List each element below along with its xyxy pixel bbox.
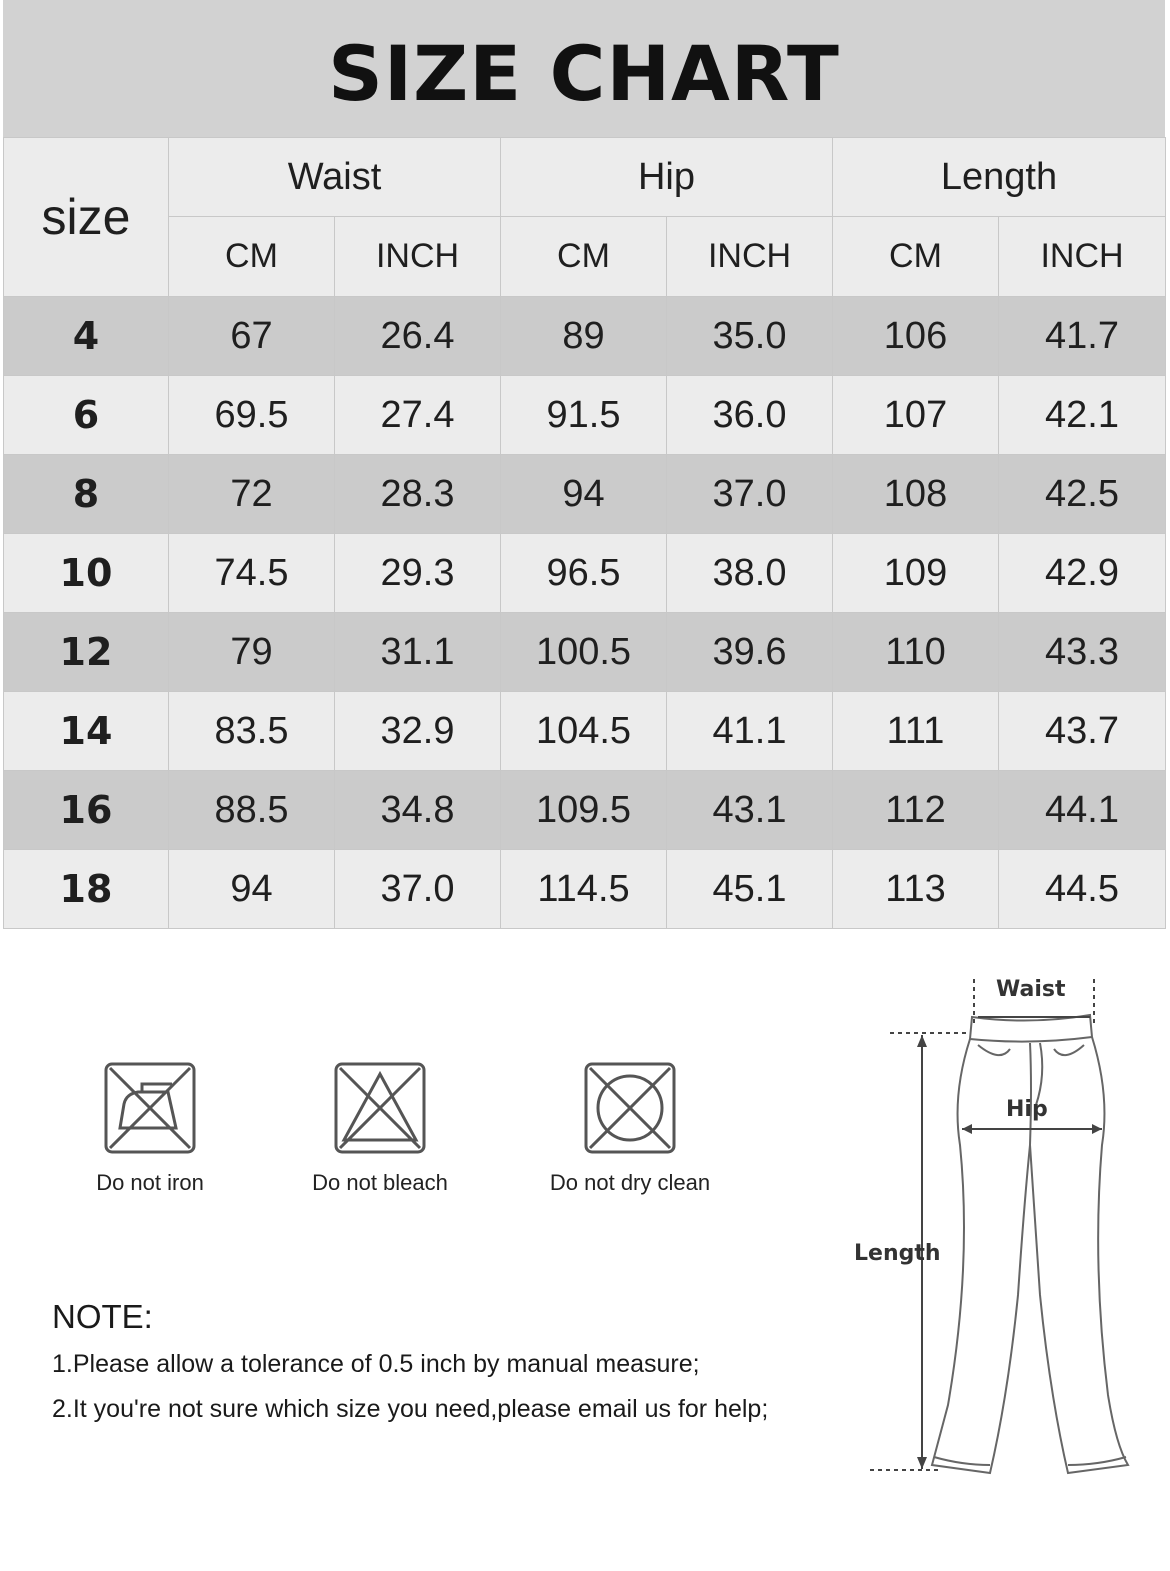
no-iron-icon bbox=[102, 1060, 198, 1156]
care-item-no-dry-clean bbox=[540, 1060, 720, 1196]
table-cell: 72 bbox=[169, 455, 335, 534]
unit-header: CM bbox=[501, 217, 667, 297]
table-cell: 112 bbox=[833, 771, 999, 850]
table-cell: 43.1 bbox=[667, 771, 833, 850]
care-label: Do not bleach bbox=[312, 1170, 448, 1195]
table-cell: 44.5 bbox=[999, 850, 1166, 929]
note-line: 2.It you're not sure which size you need,please email us for help; bbox=[52, 1395, 769, 1423]
group-header-hip: Hip bbox=[501, 138, 833, 217]
table-cell: 37.0 bbox=[667, 455, 833, 534]
table-cell: 26.4 bbox=[335, 297, 501, 376]
note-title: NOTE: bbox=[52, 1298, 153, 1335]
care-item-no-bleach bbox=[290, 1060, 470, 1196]
table-row bbox=[4, 692, 1166, 771]
table-cell: 31.1 bbox=[335, 613, 501, 692]
note-section bbox=[52, 1298, 768, 1440]
unit-header: INCH bbox=[667, 217, 833, 297]
care-label: Do not iron bbox=[96, 1170, 204, 1195]
table-cell: 89 bbox=[501, 297, 667, 376]
table-cell: 83.5 bbox=[169, 692, 335, 771]
table-cell: 104.5 bbox=[501, 692, 667, 771]
page-title: SIZE CHART bbox=[328, 29, 840, 118]
table-cell: 41.7 bbox=[999, 297, 1166, 376]
table-cell: 34.8 bbox=[335, 771, 501, 850]
table-cell: 39.6 bbox=[667, 613, 833, 692]
table-row bbox=[4, 455, 1166, 534]
length-label: Length bbox=[854, 1241, 941, 1266]
table-cell: 42.5 bbox=[999, 455, 1166, 534]
unit-header-row bbox=[4, 217, 1166, 297]
table-cell: 32.9 bbox=[335, 692, 501, 771]
size-cell: 14 bbox=[4, 692, 169, 771]
table-cell: 108 bbox=[833, 455, 999, 534]
table-cell: 42.1 bbox=[999, 376, 1166, 455]
table-cell: 43.7 bbox=[999, 692, 1166, 771]
table-cell: 109.5 bbox=[501, 771, 667, 850]
table-row bbox=[4, 613, 1166, 692]
unit-header: CM bbox=[169, 217, 335, 297]
table-row bbox=[4, 534, 1166, 613]
table-cell: 88.5 bbox=[169, 771, 335, 850]
no-bleach-icon bbox=[332, 1060, 428, 1156]
table-cell: 109 bbox=[833, 534, 999, 613]
table-cell: 44.1 bbox=[999, 771, 1166, 850]
table-cell: 35.0 bbox=[667, 297, 833, 376]
hip-label: Hip bbox=[1006, 1097, 1048, 1122]
table-cell: 27.4 bbox=[335, 376, 501, 455]
pants-icon bbox=[840, 965, 1160, 1505]
table-cell: 100.5 bbox=[501, 613, 667, 692]
table-cell: 114.5 bbox=[501, 850, 667, 929]
table-cell: 67 bbox=[169, 297, 335, 376]
size-cell: 18 bbox=[4, 850, 169, 929]
table-cell: 37.0 bbox=[335, 850, 501, 929]
group-header-waist: Waist bbox=[169, 138, 501, 217]
size-header: size bbox=[4, 138, 169, 297]
size-cell: 12 bbox=[4, 613, 169, 692]
unit-header: INCH bbox=[335, 217, 501, 297]
note-line: 1.Please allow a tolerance of 0.5 inch by manual measure; bbox=[52, 1350, 700, 1378]
measurement-diagram bbox=[840, 965, 1160, 1505]
no-dry-clean-icon bbox=[582, 1060, 678, 1156]
title-banner bbox=[3, 0, 1165, 137]
size-cell: 10 bbox=[4, 534, 169, 613]
table-cell: 29.3 bbox=[335, 534, 501, 613]
size-cell: 4 bbox=[4, 297, 169, 376]
table-row bbox=[4, 376, 1166, 455]
table-row bbox=[4, 850, 1166, 929]
table-cell: 79 bbox=[169, 613, 335, 692]
table-cell: 111 bbox=[833, 692, 999, 771]
table-cell: 28.3 bbox=[335, 455, 501, 534]
table-cell: 36.0 bbox=[667, 376, 833, 455]
table-row bbox=[4, 297, 1166, 376]
table-cell: 96.5 bbox=[501, 534, 667, 613]
table-cell: 106 bbox=[833, 297, 999, 376]
size-table bbox=[3, 137, 1166, 929]
waist-label: Waist bbox=[996, 977, 1066, 1002]
table-cell: 43.3 bbox=[999, 613, 1166, 692]
table-cell: 45.1 bbox=[667, 850, 833, 929]
unit-header: INCH bbox=[999, 217, 1166, 297]
table-cell: 91.5 bbox=[501, 376, 667, 455]
size-cell: 6 bbox=[4, 376, 169, 455]
table-cell: 69.5 bbox=[169, 376, 335, 455]
size-cell: 16 bbox=[4, 771, 169, 850]
table-cell: 42.9 bbox=[999, 534, 1166, 613]
table-cell: 107 bbox=[833, 376, 999, 455]
table-cell: 94 bbox=[501, 455, 667, 534]
table-cell: 38.0 bbox=[667, 534, 833, 613]
care-label: Do not dry clean bbox=[549, 1170, 711, 1195]
group-header-length: Length bbox=[833, 138, 1166, 217]
group-header-row bbox=[4, 138, 1166, 217]
table-cell: 113 bbox=[833, 850, 999, 929]
size-cell: 8 bbox=[4, 455, 169, 534]
unit-header: CM bbox=[833, 217, 999, 297]
table-row bbox=[4, 771, 1166, 850]
table-cell: 41.1 bbox=[667, 692, 833, 771]
table-cell: 94 bbox=[169, 850, 335, 929]
table-cell: 110 bbox=[833, 613, 999, 692]
table-cell: 74.5 bbox=[169, 534, 335, 613]
care-item-no-iron bbox=[60, 1060, 240, 1196]
